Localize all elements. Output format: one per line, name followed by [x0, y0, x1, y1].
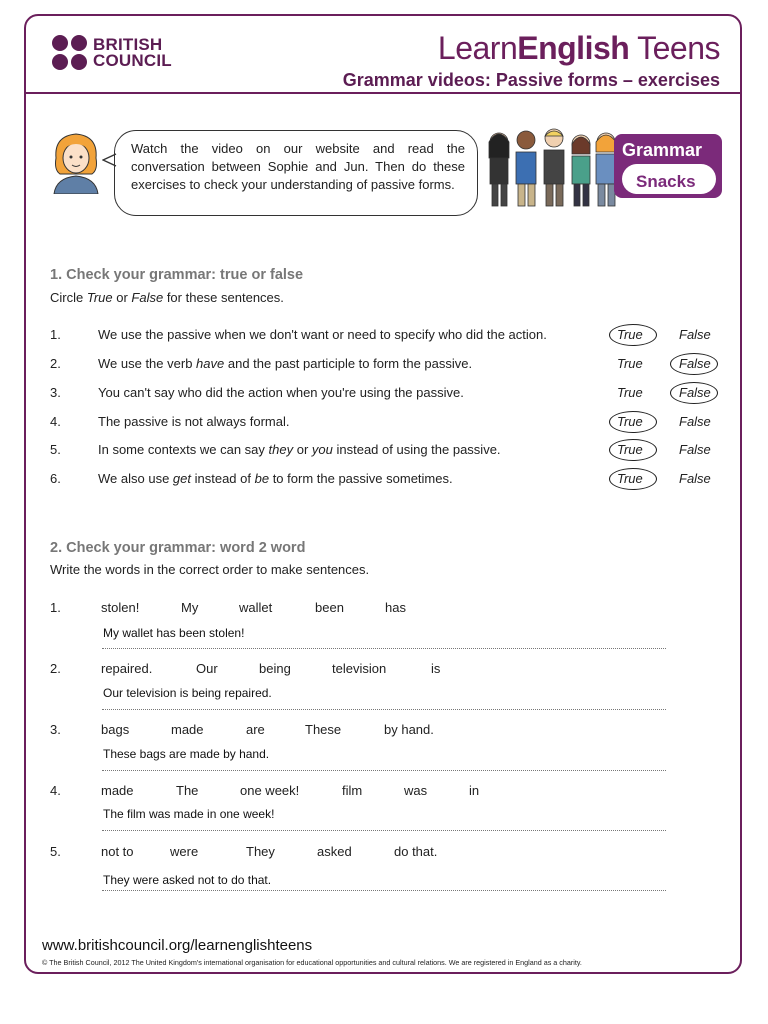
word-chip: They: [246, 844, 275, 859]
section-1-title: 1. Check your grammar: true or false: [50, 267, 304, 283]
british-council-logo: [52, 35, 172, 70]
word-chip: is: [431, 661, 441, 676]
answer-field[interactable]: My wallet has been stolen!: [103, 626, 245, 640]
answer-field[interactable]: They were asked not to do that.: [103, 873, 272, 887]
section-2-instruction: Write the words in the correct order to make sentences.: [50, 562, 370, 577]
word-order-number: 5.: [50, 844, 61, 859]
true-option[interactable]: True: [617, 442, 643, 457]
word-chip: not to: [101, 844, 134, 859]
word-chip: been: [315, 600, 344, 615]
answer-field[interactable]: Our television is being repaired.: [103, 686, 272, 700]
answer-circle-mark: [609, 324, 657, 346]
word-chip: Our: [196, 661, 218, 676]
false-option[interactable]: False: [679, 327, 711, 342]
word-chip: These: [305, 722, 342, 737]
word-chip: in: [469, 783, 480, 798]
true-option[interactable]: True: [617, 356, 643, 371]
true-option[interactable]: True: [617, 385, 643, 400]
tf-row-number: 5.: [50, 442, 61, 457]
false-option[interactable]: False: [679, 442, 711, 457]
word-chip: being: [259, 661, 291, 676]
answer-circle-mark: [609, 468, 657, 490]
word-chip: My: [181, 600, 199, 615]
tf-row: [50, 356, 730, 376]
page-title: Grammar videos: Passive forms – exercises: [342, 70, 720, 90]
section-2-title: 2. Check your grammar: word 2 word: [50, 540, 306, 556]
true-option[interactable]: True: [617, 471, 643, 486]
tf-row-sentence: In some contexts we can say they or you instead of using the passive.: [98, 442, 501, 457]
footer-url[interactable]: www.britishcouncil.org/learnenglishteens: [42, 937, 313, 954]
word-order-number: 1.: [50, 600, 61, 615]
answer-dotted-line: [102, 648, 666, 649]
word-chip: wallet: [239, 600, 273, 615]
footer-copyright: © The British Council, 2012 The United Kingdom's international organisation for educational opportunities and cultural relations. We are registered in England as a charity.: [42, 958, 582, 967]
word-chip: are: [246, 722, 265, 737]
word-chip: do that.: [394, 844, 438, 859]
false-option[interactable]: False: [679, 385, 711, 400]
tf-row: [50, 414, 730, 434]
word-chip: has: [385, 600, 406, 615]
word-chip: stolen!: [101, 600, 140, 615]
badge-title: Grammar: [622, 140, 703, 160]
badge-subtitle: Snacks: [636, 172, 696, 191]
word-chip: asked: [317, 844, 352, 859]
answer-dotted-line: [102, 890, 666, 891]
tf-row: [50, 385, 730, 405]
learnenglish-teens-brand: LearnEnglish Teens: [437, 30, 720, 66]
answer-circle-mark: [670, 382, 718, 404]
word-chip: made: [171, 722, 204, 737]
teens-group-illustration: [484, 124, 624, 208]
false-option[interactable]: False: [679, 414, 711, 429]
word-chip: The: [176, 783, 199, 798]
answer-field[interactable]: These bags are made by hand.: [103, 747, 270, 761]
tf-row-sentence: We use the passive when we don't want or need to specify who did the action.: [98, 327, 547, 342]
word-order-number: 3.: [50, 722, 61, 737]
logo-line-2: COUNCIL: [93, 50, 172, 70]
header-divider: [24, 92, 742, 94]
sophie-avatar-icon: [48, 128, 104, 194]
answer-circle-mark: [670, 353, 718, 375]
word-order-number: 2.: [50, 661, 61, 676]
tf-row-number: 2.: [50, 356, 61, 371]
tf-row-number: 6.: [50, 471, 61, 486]
word-chip: film: [342, 783, 363, 798]
word-chip: made: [101, 783, 134, 798]
answer-circle-mark: [609, 411, 657, 433]
word-chip: television: [332, 661, 387, 676]
section-1-instruction: Circle True or False for these sentences.: [50, 290, 284, 305]
tf-row-number: 4.: [50, 414, 61, 429]
word-chip: repaired.: [101, 661, 153, 676]
word-order-number: 4.: [50, 783, 61, 798]
true-option[interactable]: True: [617, 327, 643, 342]
word-chip: by hand.: [384, 722, 434, 737]
tf-row-sentence: The passive is not always formal.: [98, 414, 290, 429]
tf-row-sentence: We use the verb have and the past participle to form the passive.: [98, 356, 473, 371]
false-option[interactable]: False: [679, 471, 711, 486]
logo-dots-icon: [52, 35, 87, 70]
tf-row-sentence: You can't say who did the action when you're using the passive.: [98, 385, 464, 400]
answer-dotted-line: [102, 770, 666, 771]
false-option[interactable]: False: [679, 356, 711, 371]
logo-text: [93, 34, 172, 70]
answer-dotted-line: [102, 709, 666, 710]
word-chip: bags: [101, 722, 130, 737]
tf-row-number: 1.: [50, 327, 61, 342]
tf-row: [50, 327, 730, 347]
tf-row: [50, 471, 730, 491]
intro-speech-bubble: Watch the video on our website and read the conversation between Sophie and Jun. Then do these exercises to check your understanding of passive forms.: [114, 130, 478, 216]
word-chip: were: [170, 844, 199, 859]
answer-circle-mark: [609, 439, 657, 461]
tf-row: [50, 442, 730, 462]
answer-dotted-line: [102, 830, 666, 831]
logo-line-1: BRITISH: [93, 34, 163, 54]
answer-field[interactable]: The film was made in one week!: [103, 807, 275, 821]
tf-row-number: 3.: [50, 385, 61, 400]
true-option[interactable]: True: [617, 414, 643, 429]
word-chip: one week!: [240, 783, 300, 798]
word-chip: was: [404, 783, 428, 798]
tf-row-sentence: We also use get instead of be to form the passive sometimes.: [98, 471, 453, 486]
